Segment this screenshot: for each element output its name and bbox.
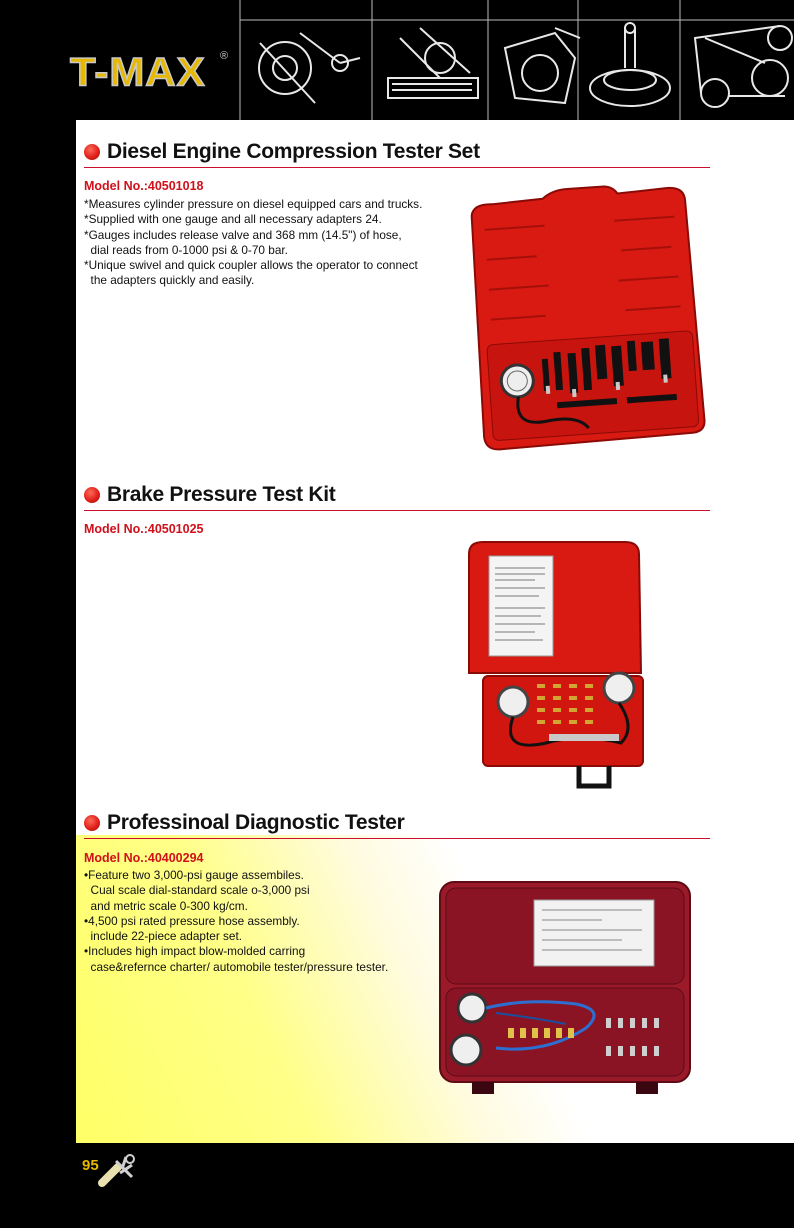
brake-pressure-kit-photo	[461, 538, 651, 790]
section-2-model-number: Model No.:40501025	[84, 522, 204, 536]
section-1-heading	[84, 140, 480, 164]
puller-tool-icon	[505, 28, 580, 103]
section-1-title: Diesel Engine Compression Tester Set	[107, 140, 480, 163]
suspension-tool-icon	[259, 33, 360, 103]
desc-line: *Supplied with one gauge and all necessary adapters 24.	[84, 212, 382, 227]
registered-mark: ®	[220, 50, 229, 62]
brand-logo	[70, 48, 240, 106]
desc-line: and metric scale 0-300 kg/cm.	[84, 898, 248, 913]
section-2-heading	[84, 483, 336, 507]
page-content	[76, 120, 794, 1143]
pulley-tool-icon	[695, 26, 792, 107]
section-3-description	[84, 868, 454, 975]
section-3-rule	[84, 838, 710, 839]
section-3-title: Professinoal Diagnostic Tester	[107, 811, 405, 834]
section-1-rule	[84, 167, 710, 168]
page-footer	[0, 1143, 794, 1228]
page-header	[0, 0, 794, 120]
desc-line: the adapters quickly and easily.	[84, 273, 255, 288]
engine-tool-icon	[388, 28, 478, 98]
bearing-tool-icon	[590, 23, 670, 106]
desc-line: *Unique swivel and quick coupler allows the operator to connect	[84, 258, 418, 273]
brand-name: T-MAX	[70, 49, 206, 94]
desc-line: •4,500 psi rated pressure hose assembly.	[84, 913, 300, 928]
left-margin-strip	[0, 120, 76, 1143]
desc-line: •Includes high impact blow-molded carring	[84, 944, 306, 959]
section-3-model-number: Model No.:40400294	[84, 851, 204, 865]
bullet-icon	[84, 144, 100, 160]
desc-line: *Gauges includes release valve and 368 mm (14.5") of hose,	[84, 227, 402, 242]
diesel-compression-kit-photo	[461, 178, 711, 456]
section-3-heading	[84, 811, 405, 835]
desc-line: include 22-piece adapter set.	[84, 929, 243, 944]
section-2-rule	[84, 510, 710, 511]
page-number: 95	[82, 1157, 99, 1174]
desc-line: Cual scale dial-standard scale o-3,000 psi	[84, 883, 310, 898]
diagnostic-tester-kit-photo	[436, 878, 696, 1100]
desc-line: case&refernce charter/ automobile tester/pressure tester.	[84, 959, 389, 974]
desc-line: *Measures cylinder pressure on diesel equipped cars and trucks.	[84, 197, 423, 211]
section-1-description	[84, 197, 484, 289]
desc-line: •Feature two 3,000-psi gauge assembiles.	[84, 868, 304, 882]
header-tool-illustrations	[240, 18, 794, 118]
bullet-icon	[84, 815, 100, 831]
section-2-title: Brake Pressure Test Kit	[107, 483, 336, 506]
section-1-model-number: Model No.:40501018	[84, 179, 204, 193]
desc-line: dial reads from 0-1000 psi & 0-70 bar.	[84, 242, 288, 257]
bullet-icon	[84, 487, 100, 503]
wrench-tool-icon	[96, 1151, 140, 1189]
